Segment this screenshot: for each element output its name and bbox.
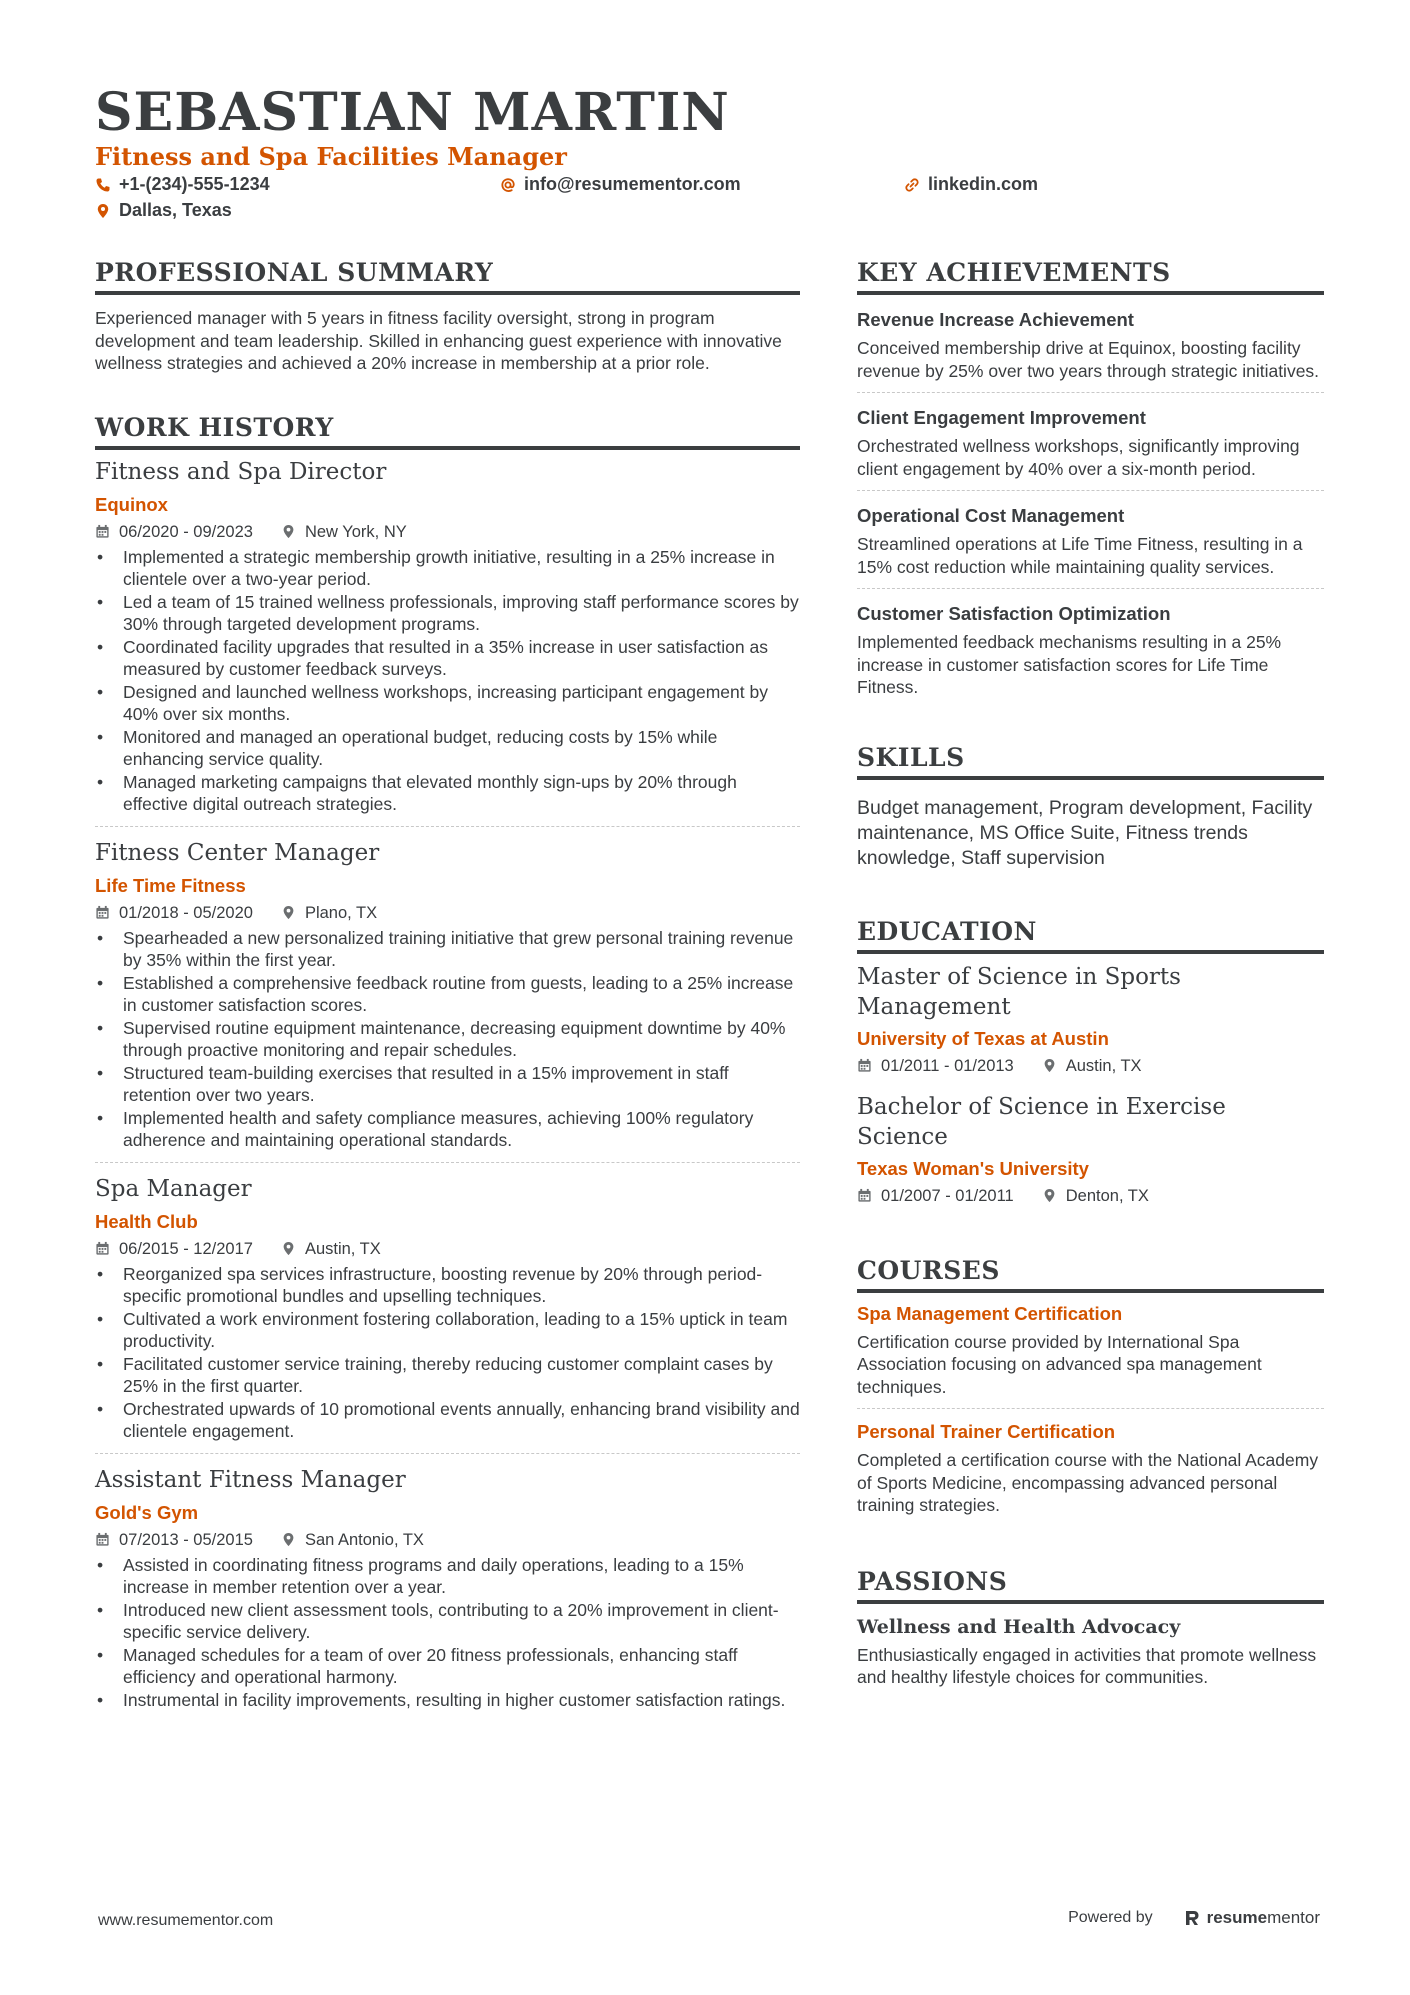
location-pin-icon: [281, 1532, 296, 1547]
footer-website[interactable]: www.resumementor.com: [98, 1912, 274, 1929]
job-dates-text: 01/2018 - 05/2020: [119, 903, 253, 922]
location-pin-icon: [1042, 1188, 1057, 1203]
job-bullet: • Facilitated customer service training, thereby reducing customer complaint cases by 25% in the first quarter.: [95, 1353, 800, 1398]
education-degree: Master of Science in Sports Management: [857, 963, 1181, 1020]
job-dates: [95, 520, 253, 544]
job-bullet: • Spearheaded a new personalized training initiative that grew personal training revenue by 35% within the first year.: [95, 927, 800, 972]
contact-phone: [95, 174, 270, 195]
achievement-title: Customer Satisfaction Optimization: [857, 603, 1171, 624]
course-title: Personal Trainer Certification: [857, 1421, 1116, 1442]
education-location: [1042, 1054, 1142, 1078]
job-bullet: • Led a team of 15 trained wellness professionals, improving staff performance scores by 30% through targeted development programs.: [95, 591, 800, 636]
job-bullet: • Monitored and managed an operational budget, reducing costs by 15% while enhancing service quality.: [95, 726, 800, 771]
brand-name-part-a: resume: [1206, 1908, 1268, 1927]
contact-linkedin[interactable]: [904, 174, 1038, 195]
job-bullet: • Orchestrated upwards of 10 promotional events annually, enhancing brand visibility and clientele engagement.: [95, 1398, 800, 1443]
left-column: [95, 258, 800, 1721]
job-title: Assistant Fitness Manager: [95, 1466, 406, 1493]
job-company: Gold's Gym: [95, 1501, 199, 1523]
passions-section: [857, 1567, 1324, 1689]
location-pin-icon: [281, 1241, 296, 1256]
job-location-text: New York, NY: [304, 522, 407, 541]
job-bullet: • Structured team-building exercises that resulted in a 15% improvement in staff retention over two years.: [95, 1062, 800, 1107]
education-item: [857, 962, 1324, 1086]
education-location: [1042, 1184, 1149, 1208]
job-company: Health Club: [95, 1210, 198, 1232]
job-entry: [95, 826, 800, 1162]
calendar-icon: [95, 1532, 110, 1547]
achievements-heading: KEY ACHIEVEMENTS: [857, 258, 1324, 295]
job-bullet: • Managed schedules for a team of over 20 fitness professionals, enhancing staff efficiency and operational harmony.: [95, 1644, 800, 1689]
job-bullet: • Instrumental in facility improvements, resulting in higher customer satisfaction ratings.: [95, 1689, 800, 1712]
brand-logo[interactable]: [1183, 1908, 1320, 1928]
job-entry: [95, 1453, 800, 1722]
achievement-title: Client Engagement Improvement: [857, 407, 1146, 428]
brand-name-part-b: mentor: [1267, 1908, 1320, 1927]
job-dates: [95, 1237, 253, 1261]
education-school: Texas Woman's University: [857, 1157, 1089, 1179]
passion-title: Wellness and Health Advocacy: [857, 1615, 1181, 1638]
job-meta: [95, 1528, 800, 1552]
job-dates: [95, 901, 253, 925]
job-dates-text: 07/2013 - 05/2015: [119, 1530, 253, 1549]
course-item: [857, 1408, 1324, 1527]
job-location: [281, 1237, 381, 1261]
education-dates-text: 01/2007 - 01/2011: [881, 1186, 1014, 1205]
linkedin-link[interactable]: linkedin.com: [928, 174, 1039, 194]
education-meta: [857, 1184, 1324, 1208]
job-bullet: • Reorganized spa services infrastructure, boosting revenue by 20% through period-specific promotional bundles and upselling techniques.: [95, 1263, 800, 1308]
job-bullets: [95, 1263, 800, 1443]
job-dates-text: 06/2020 - 09/2023: [119, 522, 253, 541]
calendar-icon: [95, 905, 110, 920]
education-heading: EDUCATION: [857, 917, 1324, 954]
phone-icon: [95, 177, 111, 193]
job-location: [281, 901, 377, 925]
job-title: Fitness Center Manager: [95, 839, 380, 866]
achievement-text: Implemented feedback mechanisms resulting in a 25% increase in customer satisfaction scores for Life Time Fitness.: [857, 632, 1282, 697]
job-bullets: [95, 927, 800, 1152]
candidate-role: Fitness and Spa Facilities Manager: [95, 142, 567, 171]
email-address[interactable]: info@resumementor.com: [524, 174, 741, 194]
job-title: Fitness and Spa Director: [95, 458, 387, 485]
job-meta: [95, 1237, 800, 1261]
job-meta: [95, 520, 800, 544]
job-location-text: Austin, TX: [304, 1239, 381, 1258]
education-dates: [857, 1054, 1014, 1078]
location-pin-icon: [281, 524, 296, 539]
job-bullet: • Cultivated a work environment fostering collaboration, leading to a 15% uptick in team productivity.: [95, 1308, 800, 1353]
at-icon: [500, 177, 516, 193]
achievement-text: Orchestrated wellness workshops, significantly improving client engagement by 40% over a six-month period.: [857, 436, 1300, 479]
course-text: Certification course provided by International Spa Association focusing on advanced spa management techniques.: [857, 1331, 1262, 1397]
job-entry: [95, 1162, 800, 1453]
resumementor-logo-icon: [1183, 1909, 1201, 1927]
summary-text: Experienced manager with 5 years in fitness facility oversight, strong in program development and team leadership. Skilled in enhancing guest experience with innovative wellness strategies and achieved a 20% increase in membership at a prior role.: [95, 308, 782, 373]
education-dates: [857, 1184, 1014, 1208]
job-bullets: [95, 546, 800, 816]
education-section: [857, 917, 1324, 1216]
course-title: Spa Management Certification: [857, 1302, 1123, 1324]
job-bullet: • Coordinated facility upgrades that resulted in a 35% increase in user satisfaction as measured by customer feedback surveys.: [95, 636, 800, 681]
course-item: [857, 1301, 1324, 1409]
education-dates-text: 01/2011 - 01/2013: [881, 1056, 1014, 1075]
location-pin-icon: [281, 905, 296, 920]
contact-email[interactable]: [500, 174, 741, 195]
job-company: Life Time Fitness: [95, 874, 246, 896]
job-dates: [95, 1528, 253, 1552]
skills-section: [857, 743, 1324, 871]
job-location-text: San Antonio, TX: [304, 1530, 424, 1549]
achievement-item: [857, 490, 1324, 588]
job-company: Equinox: [95, 493, 168, 515]
job-location-text: Plano, TX: [304, 903, 378, 922]
job-bullet: • Implemented health and safety compliance measures, achieving 100% regulatory adherence and maintaining operational standards.: [95, 1107, 800, 1152]
achievement-item: [857, 392, 1324, 490]
passion-item: [857, 1614, 1324, 1689]
courses-section: [857, 1256, 1324, 1527]
job-bullet: • Managed marketing campaigns that elevated monthly sign-ups by 20% through effective digital outreach strategies.: [95, 771, 800, 816]
right-column: [857, 258, 1324, 1689]
skills-text: Budget management, Program development, Facility maintenance, MS Office Suite, Fitness trends knowledge, Staff supervision: [857, 796, 1313, 869]
job-entry: [95, 456, 800, 826]
link-icon: [904, 177, 920, 193]
achievement-title: Revenue Increase Achievement: [857, 309, 1134, 330]
achievement-title: Operational Cost Management: [857, 505, 1125, 526]
summary-section: [95, 258, 800, 375]
achievement-text: Streamlined operations at Life Time Fitness, resulting in a 15% cost reduction while maintaining quality services.: [857, 534, 1303, 577]
work-history-heading: WORK HISTORY: [95, 413, 800, 450]
skills-heading: SKILLS: [857, 743, 1324, 780]
job-bullet: • Assisted in coordinating fitness programs and daily operations, leading to a 15% increase in member retention over a year.: [95, 1554, 800, 1599]
education-degree: Bachelor of Science in Exercise Science: [857, 1093, 1226, 1150]
job-meta: [95, 901, 800, 925]
powered-by-text: Powered by: [1068, 1909, 1153, 1926]
achievements-section: [857, 258, 1324, 709]
education-meta: [857, 1054, 1324, 1078]
contact-location: [95, 200, 232, 221]
calendar-icon: [95, 1241, 110, 1256]
phone-number: +1-(234)-555-1234: [119, 174, 270, 194]
passions-heading: PASSIONS: [857, 1567, 1324, 1604]
job-bullet: • Introduced new client assessment tools, contributing to a 20% improvement in client-specific service delivery.: [95, 1599, 800, 1644]
location-pin-icon: [1042, 1058, 1057, 1073]
calendar-icon: [857, 1058, 872, 1073]
location-text: Dallas, Texas: [119, 200, 232, 220]
location-pin-icon: [95, 203, 111, 219]
education-item: [857, 1092, 1324, 1216]
education-location-text: Denton, TX: [1065, 1186, 1149, 1205]
candidate-name: SEBASTIAN MARTIN: [95, 82, 730, 143]
job-bullet: • Designed and launched wellness workshops, increasing participant engagement by 40% over six months.: [95, 681, 800, 726]
job-bullet: • Supervised routine equipment maintenance, decreasing equipment downtime by 40% through proactive monitoring and repair schedules.: [95, 1017, 800, 1062]
calendar-icon: [95, 524, 110, 539]
work-history-section: [95, 413, 800, 1722]
job-bullet: • Established a comprehensive feedback routine from guests, leading to a 25% increase in customer satisfaction scores.: [95, 972, 800, 1017]
course-text: Completed a certification course with the National Academy of Sports Medicine, encompassing advanced personal training strategies.: [857, 1450, 1319, 1515]
job-location: [281, 1528, 424, 1552]
education-location-text: Austin, TX: [1065, 1056, 1142, 1075]
achievement-item: [857, 301, 1324, 392]
courses-heading: COURSES: [857, 1256, 1324, 1293]
education-school: University of Texas at Austin: [857, 1027, 1109, 1049]
job-bullet: • Implemented a strategic membership growth initiative, resulting in a 25% increase in clientele over a two-year period.: [95, 546, 800, 591]
job-dates-text: 06/2015 - 12/2017: [119, 1239, 253, 1258]
job-location: [281, 520, 407, 544]
achievement-text: Conceived membership drive at Equinox, boosting facility revenue by 25% over two years through strategic initiatives.: [857, 338, 1320, 381]
achievement-item: [857, 588, 1324, 709]
job-bullets: [95, 1554, 800, 1712]
summary-heading: PROFESSIONAL SUMMARY: [95, 258, 800, 295]
job-title: Spa Manager: [95, 1175, 252, 1202]
calendar-icon: [857, 1188, 872, 1203]
passion-text: Enthusiastically engaged in activities that promote wellness and healthy lifestyle choices for communities.: [857, 1644, 1317, 1687]
footer-branding: [1068, 1908, 1320, 1928]
